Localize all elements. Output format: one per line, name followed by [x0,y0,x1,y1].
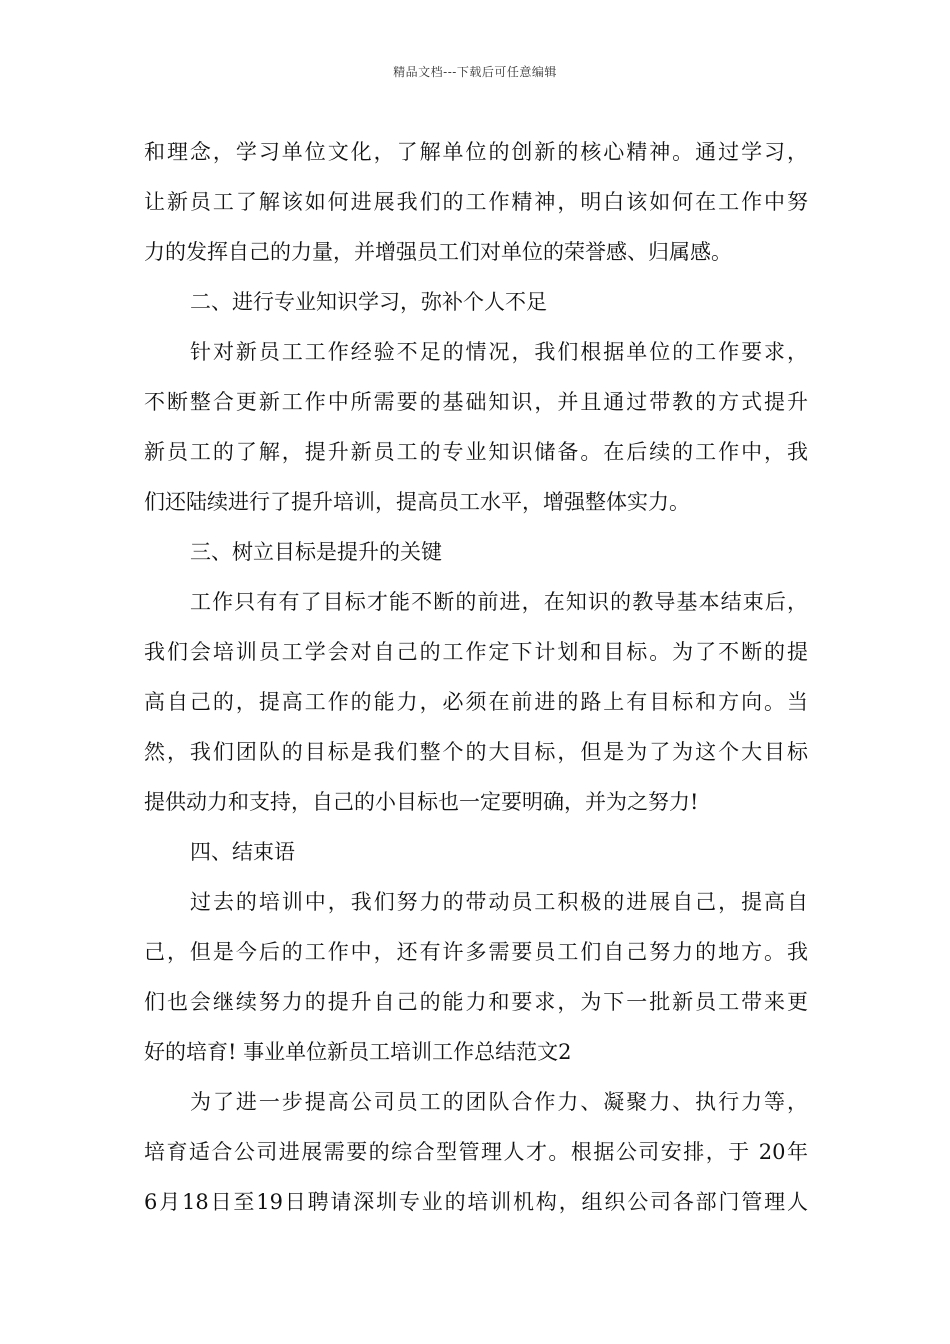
text-line: 们还陆续进行了提升培训，提高员工水平，增强整体实力。 [144,490,690,514]
text-line: 己，但是今后的工作中，还有许多需要员工们自己努力的地方。我 [144,940,808,964]
text-line: 们也会继续努力的提升自己的能力和要求，为下一批新员工带来更 [144,990,808,1014]
text-line: 高自己的，提高工作的能力，必须在前进的路上有目标和方向。当 [144,690,808,714]
text-line: 针对新员工工作经验不足的情况，我们根据单位的工作要求， [190,340,808,364]
text-line: 6月18日至19日聘请深圳专业的培训机构，组织公司各部门管理人 [144,1190,808,1214]
text-line: 工作只有有了目标才能不断的前进，在知识的教导基本结束后， [190,590,808,614]
text-line: 为了进一步提高公司员工的团队合作力、凝聚力、执行力等， [190,1090,808,1114]
text-line: 不断整合更新工作中所需要的基础知识，并且通过带教的方式提升 [144,390,808,414]
text-line: 培育适合公司进展需要的综合型管理人才。根据公司安排，于 20年 [144,1140,808,1164]
text-line: 新员工的了解，提升新员工的专业知识储备。在后续的工作中，我 [144,440,808,464]
text-line: 力的发挥自己的力量，并增强员工们对单位的荣誉感、归属感。 [144,240,732,264]
text-line: 我们会培训员工学会对自己的工作定下计划和目标。为了不断的提 [144,640,808,664]
text-line: 提供动力和支持，自己的小目标也一定要明确，并为之努力! [144,790,699,814]
text-line: 和理念，学习单位文化，了解单位的创新的核心精神。通过学习， [144,140,808,164]
page-header: 精品文档---下载后可任意编辑 [393,65,557,79]
text-line: 让新员工了解该如何进展我们的工作精神，明白该如何在工作中努 [144,190,808,214]
section-heading: 二、进行专业知识学习，弥补个人不足 [190,290,547,314]
text-line: 然，我们团队的目标是我们整个的大目标，但是为了为这个大目标 [144,740,808,764]
section-heading: 三、树立目标是提升的关键 [190,540,442,564]
text-line: 好的培育! 事业单位新员工培训工作总结范文2 [144,1040,572,1064]
document-body [144,127,808,1227]
text-line: 过去的培训中，我们努力的带动员工积极的进展自己，提高自 [190,890,808,914]
section-heading: 四、结束语 [190,840,295,864]
